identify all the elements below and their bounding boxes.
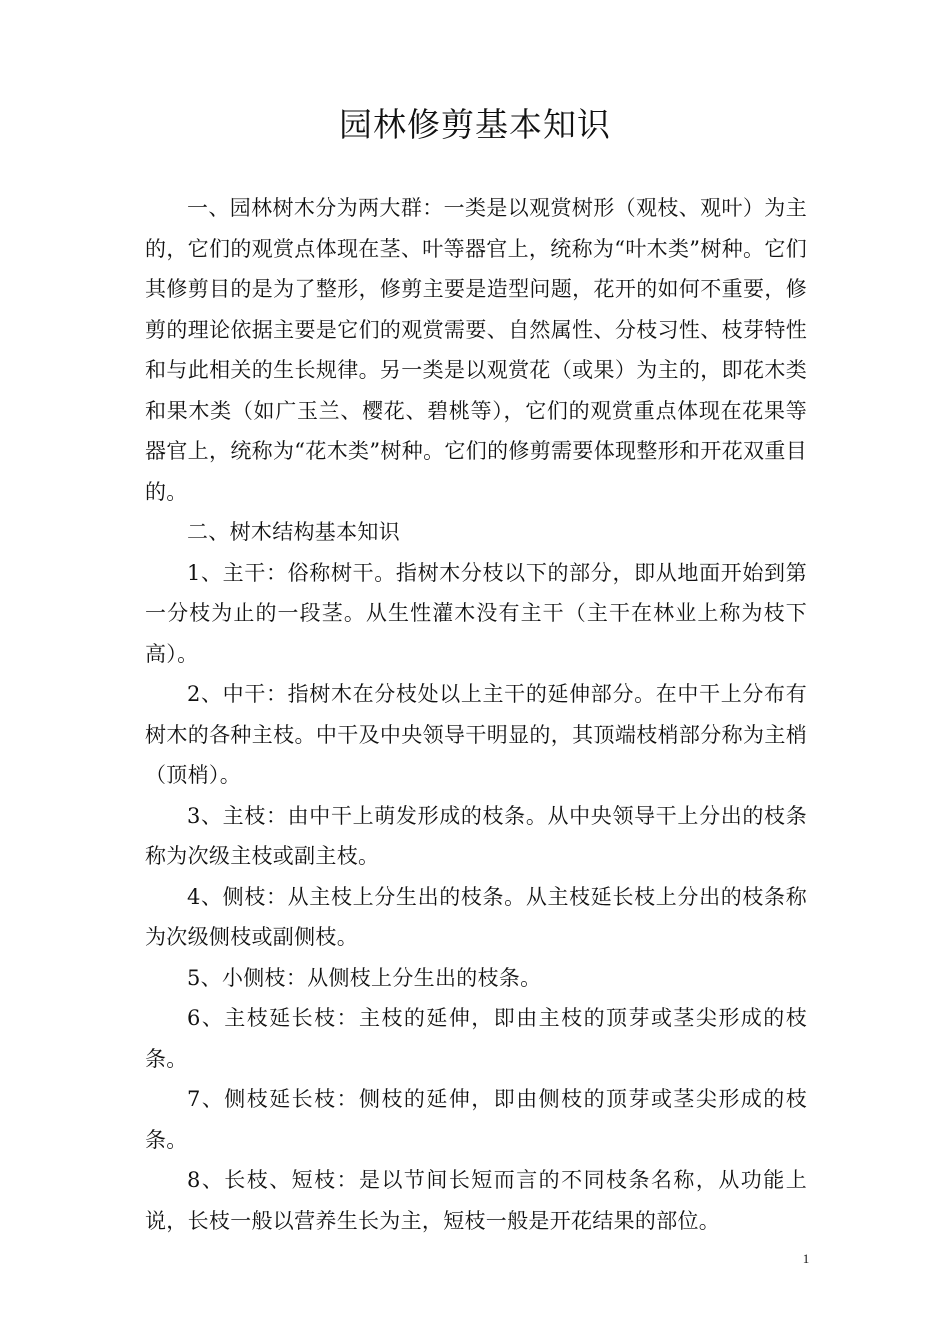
- paragraph-tree-groups: 一、园林树木分为两大群：一类是以观赏树形（观枝、观叶）为主的，它们的观赏点体现在茎、叶等器官上，统称为“叶木类”树种。它们其修剪目的是为了整形，修剪主要是造型问题，花开的如何不重要，修剪的理论依据主要是它们的观赏需要、自然属性、分枝习性、枝芽特性和与此相关的生长规律。另一类是以观赏花（或果）为主的，即花木类和果木类（如广玉兰、樱花、碧桃等），它们的观赏重点体现在花果等器官上，统称为“花木类”树种。它们的修剪需要体现整形和开花双重目的。: [145, 196, 807, 504]
- paragraph-main-trunk: 1、主干：俗称树干。指树木分枝以下的部分，即从地面开始到第一分枝为止的一段茎。从生性灌木没有主干（主干在林业上称为枝下高）。: [145, 560, 807, 666]
- page-number: 1: [802, 1251, 810, 1266]
- section-heading-tree-structure: 二、树木结构基本知识: [187, 520, 400, 544]
- paragraph-side-branch: 4、侧枝：从主枝上分生出的枝条。从主枝延长枝上分出的枝条称为次级侧枝或副侧枝。: [145, 884, 807, 949]
- paragraph-main-branch-extension: 6、主枝延长枝：主枝的延伸，即由主枝的顶芽或茎尖形成的枝条。: [145, 1006, 807, 1071]
- paragraph-main-branch: 3、主枝：由中干上萌发形成的枝条。从中央领导干上分出的枝条称为次级主枝或副主枝。: [145, 803, 807, 868]
- paragraph-central-stem: 2、中干：指树木在分枝处以上主干的延伸部分。在中干上分布有树木的各种主枝。中干及中央领导干明显的，其顶端枝梢部分称为主梢（顶梢）。: [145, 682, 807, 787]
- document-title: 园林修剪基本知识: [339, 105, 611, 144]
- paragraph-long-short-branch: 8、长枝、短枝：是以节间长短而言的不同枝条名称，从功能上说，长枝一般以营养生长为主，短枝一般是开花结果的部位。: [145, 1168, 807, 1233]
- paragraph-side-branch-extension: 7、侧枝延长枝：侧枝的延伸，即由侧枝的顶芽或茎尖形成的枝条。: [145, 1087, 807, 1152]
- paragraph-small-side-branch: 5、小侧枝：从侧枝上分生出的枝条。: [187, 965, 542, 990]
- document-body: [145, 188, 807, 1241]
